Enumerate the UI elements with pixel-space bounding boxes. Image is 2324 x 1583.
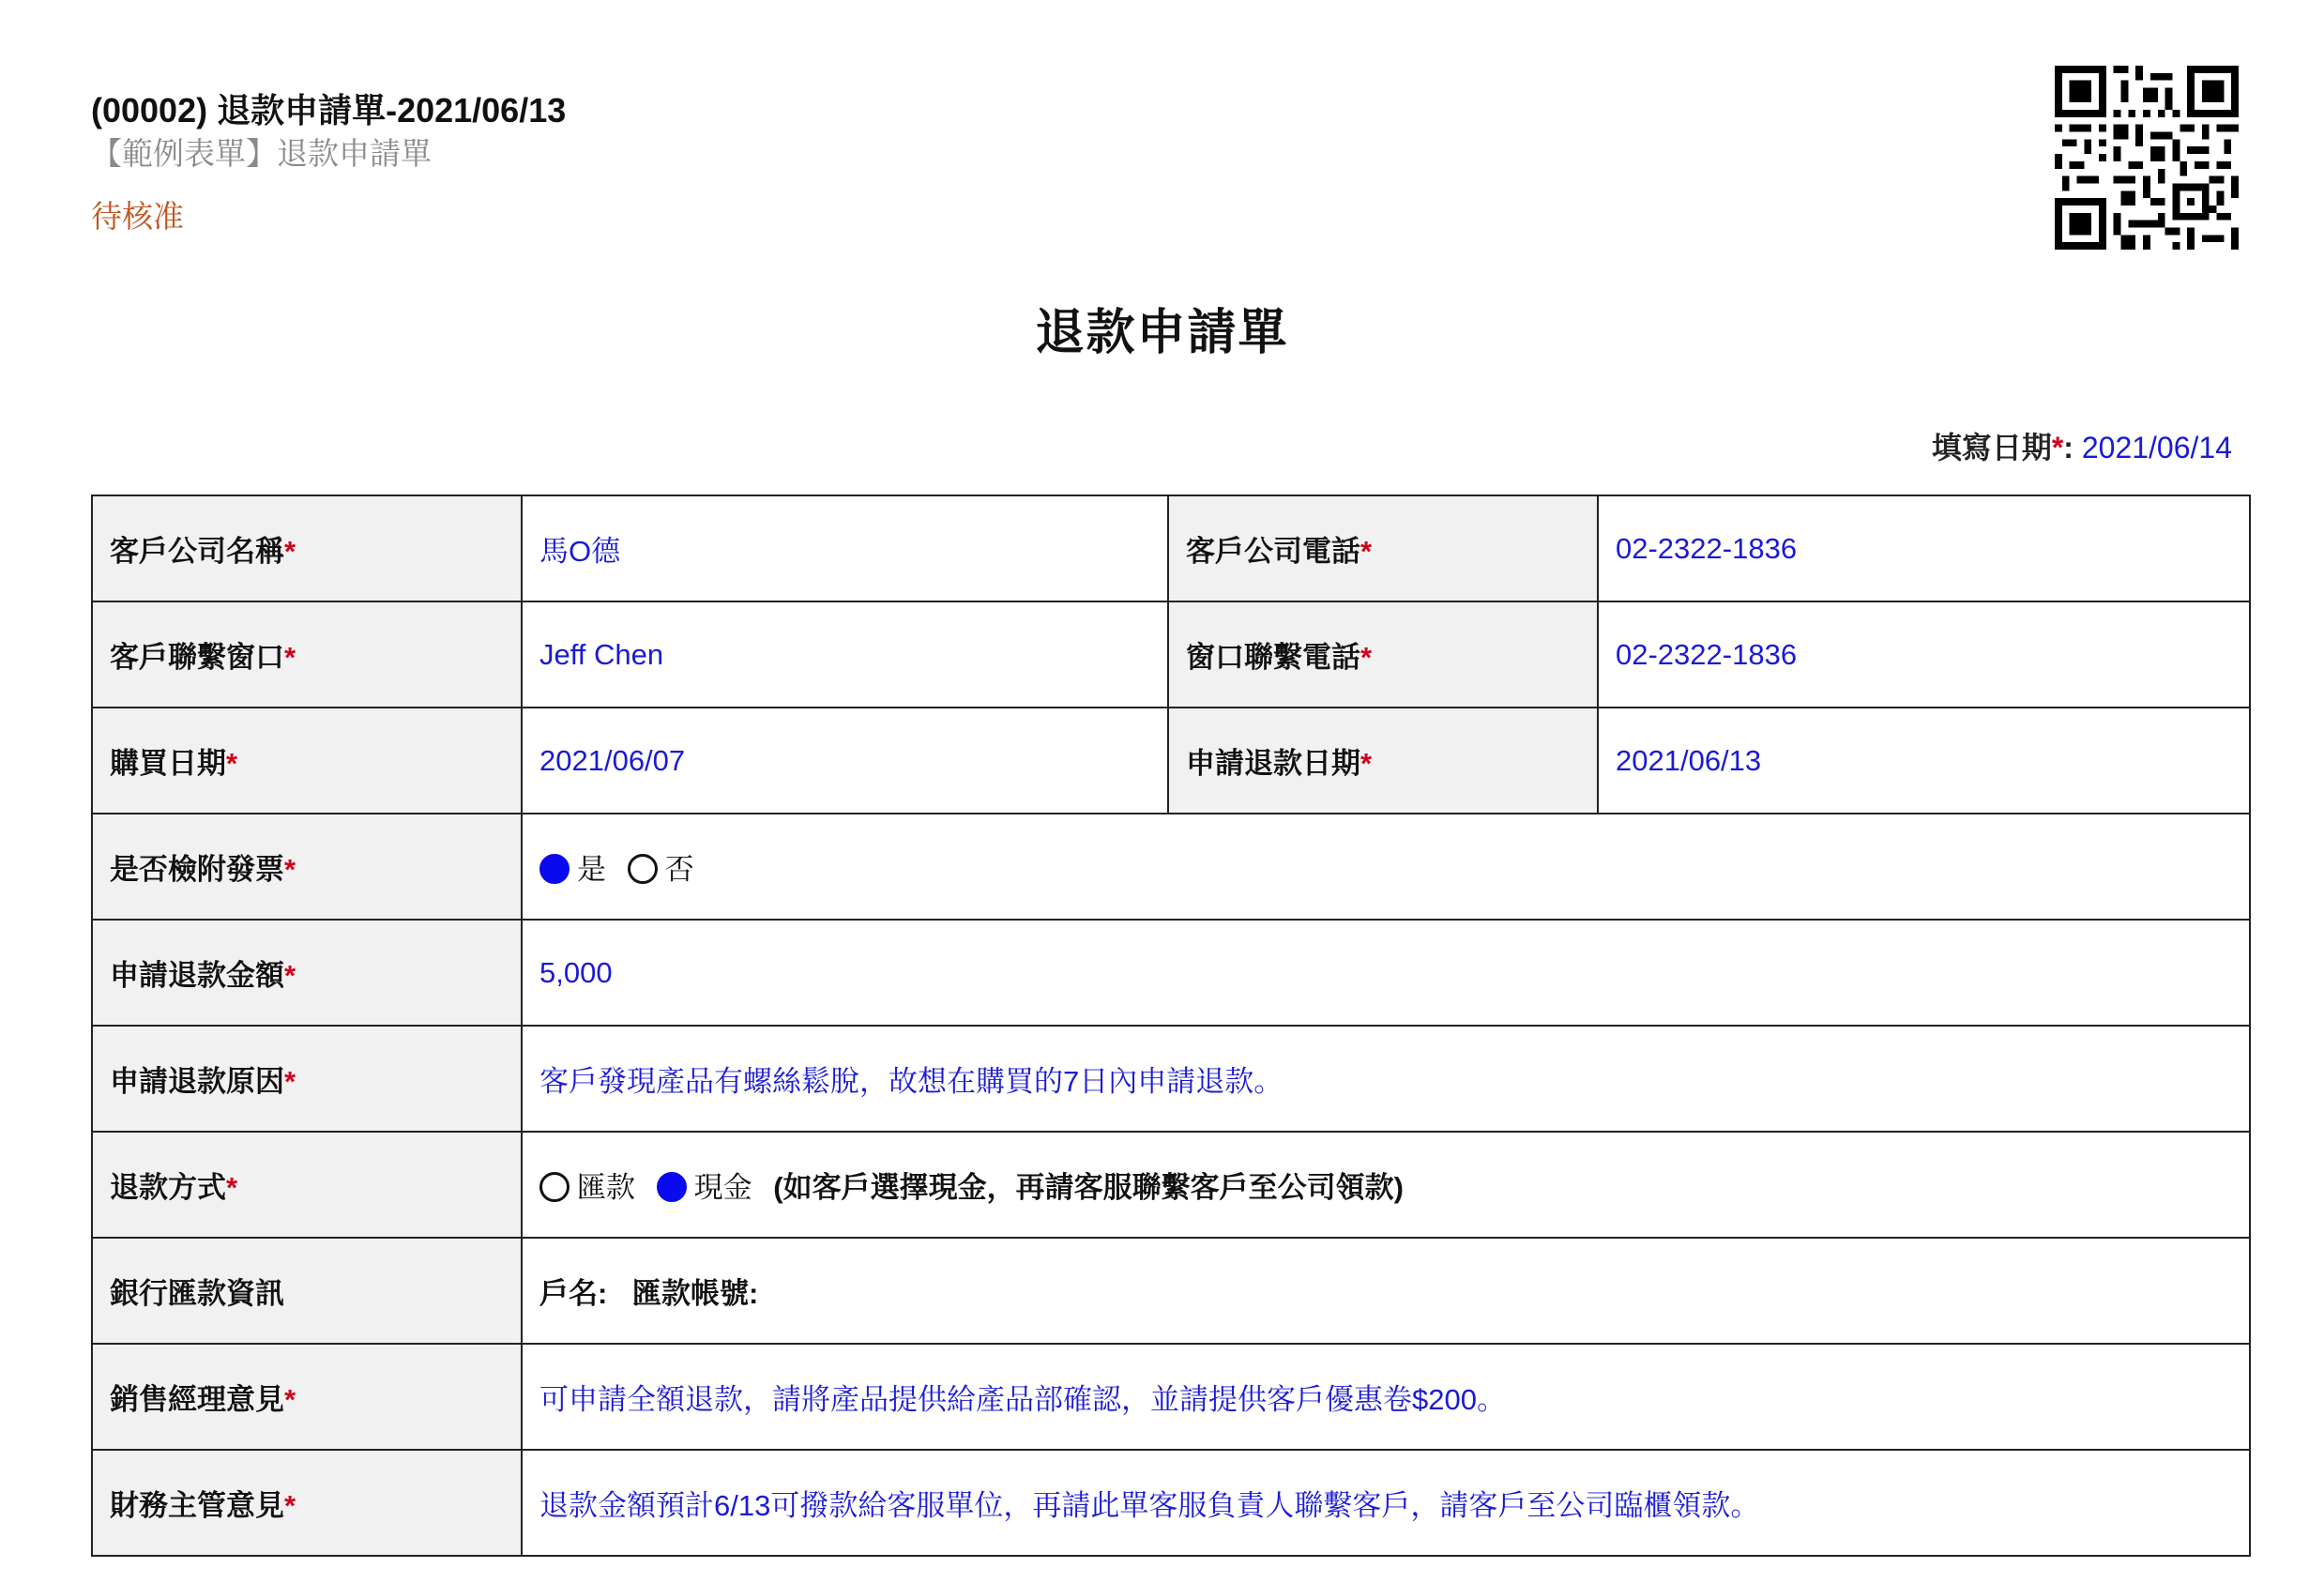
table-row <box>92 814 2250 920</box>
qr-code-icon <box>2055 66 2239 250</box>
invoice-yes-radio[interactable] <box>539 854 570 884</box>
method-label: 退款方式* <box>92 1132 522 1238</box>
table-row <box>92 1238 2250 1344</box>
sales-opinion-label: 銷售經理意見* <box>92 1344 522 1450</box>
table-row <box>92 495 2250 601</box>
method-cash-label: 現金 <box>693 1171 752 1204</box>
document-subtitle: 【範例表單】退款申請單 <box>91 136 432 171</box>
company-name-value: 馬O德 <box>522 495 1168 601</box>
invoice-no-label: 否 <box>664 853 694 886</box>
bank-label: 銀行匯款資訊 <box>92 1238 522 1344</box>
table-row <box>92 708 2250 814</box>
invoice-yes-label: 是 <box>577 853 606 886</box>
amount-label: 申請退款金額* <box>92 920 522 1026</box>
bank-info <box>522 1238 2250 1344</box>
reason-label: 申請退款原因* <box>92 1026 522 1132</box>
invoice-label: 是否檢附發票* <box>92 814 522 920</box>
finance-opinion-value: 退款金額預計6/13可撥款給客服單位，再請此單客服負責人聯繫客戶，請客戶至公司臨櫃領款。 <box>522 1450 2250 1556</box>
method-transfer-label: 匯款 <box>577 1171 635 1204</box>
refund-date-label: 申請退款日期* <box>1168 708 1598 814</box>
table-row <box>92 1132 2250 1238</box>
company-name-label: 客戶公司名稱* <box>92 495 522 601</box>
method-options <box>522 1132 2250 1238</box>
table-row <box>92 601 2250 708</box>
status-badge: 待核准 <box>91 199 184 234</box>
table-row <box>92 1344 2250 1450</box>
document-title: (00002) 退款申請單-2021/06/13 <box>91 91 567 129</box>
table-row <box>92 1026 2250 1132</box>
contact-value: Jeff Chen <box>522 601 1168 708</box>
fill-date <box>1932 424 2232 467</box>
invoice-no-radio[interactable] <box>628 854 658 884</box>
purchase-date-value: 2021/06/07 <box>522 708 1168 814</box>
company-phone-label: 客戶公司電話* <box>1168 495 1598 601</box>
company-phone-value: 02-2322-1836 <box>1598 495 2250 601</box>
amount-value: 5,000 <box>522 920 2250 1026</box>
fill-date-colon: : <box>2063 431 2082 464</box>
reason-value: 客戶發現產品有螺絲鬆脫，故想在購買的7日內申請退款。 <box>522 1026 2250 1132</box>
method-cash-radio[interactable] <box>657 1172 687 1202</box>
fill-date-label: 填寫日期 <box>1931 431 2052 464</box>
finance-opinion-label: 財務主管意見* <box>92 1450 522 1556</box>
fill-date-value: 2021/06/14 <box>2081 431 2232 464</box>
method-transfer-radio[interactable] <box>539 1172 570 1202</box>
account-name-label: 戶名: <box>539 1277 608 1310</box>
account-number-label: 匯款帳號: <box>631 1277 759 1310</box>
contact-phone-value: 02-2322-1836 <box>1598 601 2250 708</box>
method-note: (如客戶選擇現金，再請客服聯繫客戶至公司領款) <box>773 1171 1404 1204</box>
required-mark: * <box>2051 431 2064 464</box>
sales-opinion-value: 可申請全額退款，請將產品提供給產品部確認，並請提供客戶優惠卷$200。 <box>522 1344 2250 1450</box>
refund-form-table <box>91 495 2251 1557</box>
invoice-options <box>522 814 2250 920</box>
purchase-date-label: 購買日期* <box>92 708 522 814</box>
table-row <box>92 920 2250 1026</box>
form-heading: 退款申請單 <box>1035 306 1289 360</box>
table-row <box>92 1450 2250 1556</box>
refund-date-value: 2021/06/13 <box>1598 708 2250 814</box>
contact-phone-label: 窗口聯繫電話* <box>1168 601 1598 708</box>
contact-label: 客戶聯繫窗口* <box>92 601 522 708</box>
